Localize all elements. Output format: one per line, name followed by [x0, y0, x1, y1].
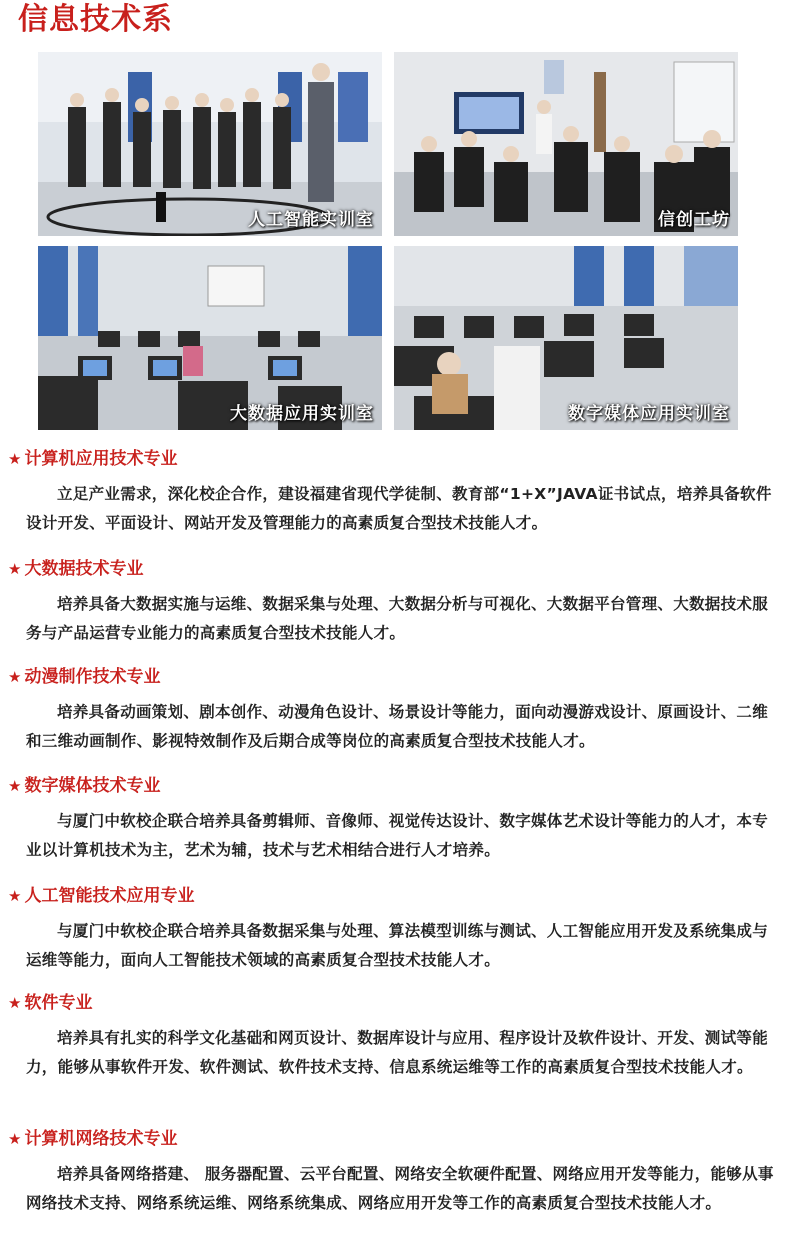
major-name: 计算机网络技术专业: [24, 1129, 178, 1149]
major-description: 与厦门中软校企联合培养具备剪辑师、音像师、视觉传达设计、数字媒体艺术设计等能力的人才，本专业以计算机技术为主，艺术为辅，技术与艺术相结合进行人才培养。: [26, 812, 769, 859]
major-description: 与厦门中软校企联合培养具备数据采集与处理、算法模型训练与测试、人工智能应用开发及系统集成与运维等能力，面向人工智能技术领域的高素质复合型技术技能人才。: [26, 922, 769, 969]
star-icon: ★: [8, 560, 22, 578]
page-title: 信息技术系: [18, 2, 173, 37]
major-heading: [8, 446, 177, 472]
major-heading: [8, 556, 143, 582]
major-name: 数字媒体技术专业: [24, 776, 161, 796]
major-description: 培养具备大数据实施与运维、数据采集与处理、大数据分析与可视化、大数据平台管理、大数据技术服务与产品运营专业能力的高素质复合型技术技能人才。: [26, 595, 769, 642]
photo-caption: 人工智能实训室: [248, 210, 374, 230]
star-icon: ★: [8, 777, 22, 795]
major-heading: [8, 990, 92, 1016]
photo-xinchuang-workshop: [394, 52, 738, 236]
major-heading: [8, 773, 160, 799]
major-description: 培养具备动画策划、剧本创作、动漫角色设计、场景设计等能力，面向动漫游戏设计、原画设计、二维和三维动画制作、影视特效制作及后期合成等岗位的高素质复合型技术技能人才。: [26, 703, 769, 750]
star-icon: ★: [8, 887, 22, 905]
major-name: 人工智能技术应用专业: [24, 886, 195, 906]
major-name: 计算机应用技术专业: [24, 449, 178, 469]
major-heading: [8, 883, 194, 909]
photo-grid: [38, 52, 740, 430]
major-heading: [8, 1126, 177, 1152]
photo-caption: 数字媒体应用实训室: [568, 404, 730, 424]
photo-ai-lab: [38, 52, 382, 236]
star-icon: ★: [8, 668, 22, 686]
star-icon: ★: [8, 994, 22, 1012]
major-name: 大数据技术专业: [24, 559, 144, 579]
major-description: 培养具有扎实的科学文化基础和网页设计、数据库设计与应用、程序设计及软件设计、开发、测试等能力，能够从事软件开发、软件测试、软件技术支持、信息系统运维等工作的高素质复合型技术技能人才。: [26, 1029, 769, 1076]
star-icon: ★: [8, 450, 22, 468]
photo-caption: 信创工坊: [658, 210, 730, 230]
photo-big-data-lab: [38, 246, 382, 430]
photo-digital-media-lab: [394, 246, 738, 430]
major-heading: [8, 664, 160, 690]
major-name: 软件专业: [24, 993, 93, 1013]
major-description: 培养具备网络搭建、 服务器配置、云平台配置、网络安全软硬件配置、网络应用开发等能力，能够从事网络技术支持、网络系统运维、网络系统集成、网络应用开发等工作的高素质复合型技术技能人才。: [26, 1165, 774, 1212]
major-name: 动漫制作技术专业: [24, 667, 161, 687]
star-icon: ★: [8, 1130, 22, 1148]
major-description: 立足产业需求，深化校企合作，建设福建省现代学徒制、教育部“1+X”JAVA证书试点，培养具备软件设计开发、平面设计、网站开发及管理能力的高素质复合型技术技能人才。: [26, 485, 772, 532]
photo-caption: 大数据应用实训室: [230, 404, 374, 424]
